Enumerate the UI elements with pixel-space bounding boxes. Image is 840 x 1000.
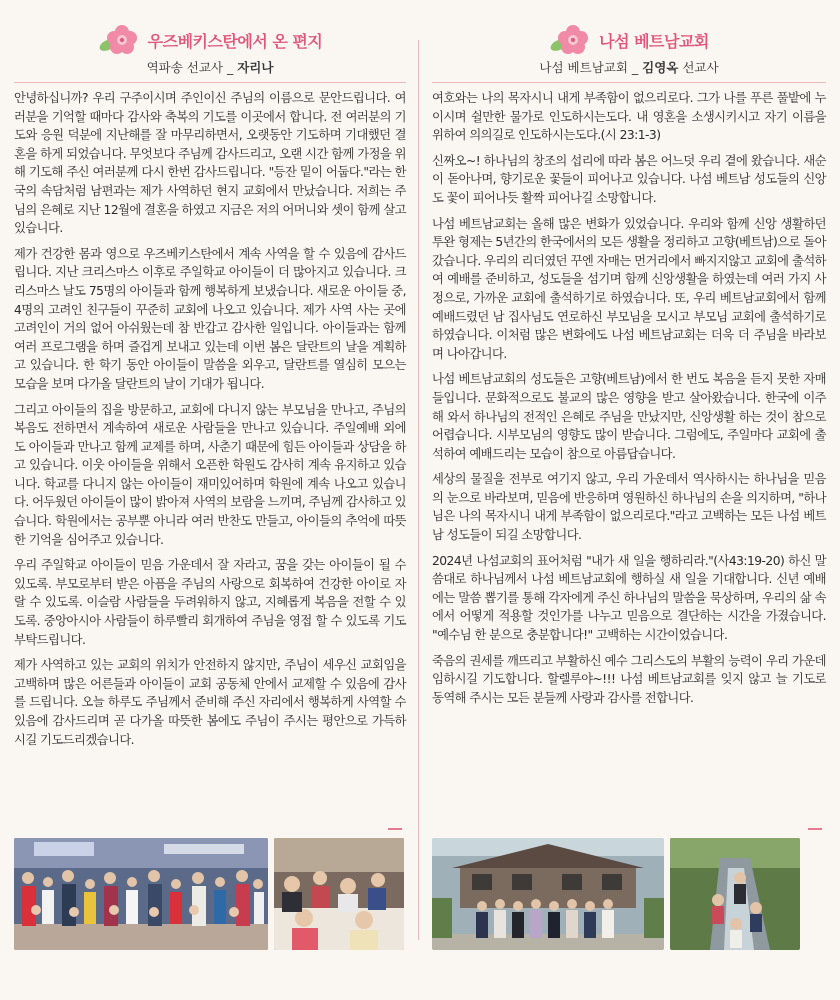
waterfall-trip-photo: [670, 838, 800, 950]
right-paragraph: 신짜오~! 하나님의 창조의 섭리에 따라 봄은 어느덧 우리 곁에 왔습니다. 새순이 돋아나며, 향기로운 꽃들이 피어나고 있습니다. 나섬 베트남 성도들의 신앙도 꽃이 피어나듯 활짝 피어나길 소망합니다.: [432, 153, 826, 205]
sunday-school-group-photo: [14, 838, 268, 950]
left-body: [14, 89, 406, 749]
vietnam-church-group-photo: [432, 838, 664, 950]
right-paragraph: 죽음의 권세를 깨뜨리고 부활하신 예수 그리스도의 부활의 능력이 우리 가운데 임하시길 기도합니다. 할렐루야~!!! 나섬 베트남교회를 잊지 않고 늘 기도로 동역해 주시는 모든 분들께 사랑과 감사를 전합니다.: [432, 653, 826, 705]
left-byline-prefix: 역파송 선교사 _: [146, 60, 238, 75]
flower-icon: [98, 23, 144, 57]
right-header-rule: [432, 82, 826, 83]
left-paragraph: 그리고 아이들의 집을 방문하고, 교회에 다니지 않는 부모님을 만나고, 주님의 복음도 전하면서 계속하여 새로운 사람들을 만나고 있습니다. 주일예배 외에도 아이들과 만나고 함께 교제를 하며, 사춘기 때문에 힘든 아이들과 상담을 하고 있습니다. 이웃 아이들을 위해서 오픈한 학원도 감사히 계속 유지하고 있습니다. 학교를 다니지 않는 아이들이 재미있어하며 학원에 계속 나오고 있습니다. 어두웠던 아이들이 많이 밝아져 사역의 보람을 느끼며, 주님께 감사하고 있습니다. 학원에서는 공부뿐 아니라 여러 반찬도 만들고, 아이들의 추억에 따뜻한 기억을 심어주고 있습니다.: [14, 402, 406, 547]
left-paragraph: 안녕하십니까? 우리 구주이시며 주인이신 주님의 이름으로 문안드립니다. 여러분을 기억할 때마다 감사와 축복의 기도를 이곳에서 합니다. 전 여러분의 기도와 응원 덕분에 지난해를 잘 마무리하면서, 오랫동안 기도하며 기대했던 결혼을 하게 되었습니다. 무엇보다 주님께 감사드리고, 오랜 시간 함께 가정을 위해 기도해 주신 여러분께 다시 한번 감사드립니다. "등잔 밑이 어둡다."라는 한국의 속담처럼 남편과는 제가 사역하던 현지 교회에서 만났습니다. 저희는 주님의 은혜로 지난 12월에 결혼을 하였고 지금은 저의 어머니와 셋이 함께 살고 있습니다.: [14, 91, 406, 236]
right-end-mark: [808, 828, 822, 830]
left-paragraph: 제가 사역하고 있는 교회의 위치가 안전하지 않지만, 주님이 세우신 교회임을 고백하며 많은 어른들과 아이들이 교회 공동체 안에서 교제할 수 있음에 감사를 드립니다. 오늘 하루도 주님께서 준비해 주신 자리에서 행복하게 사역할 수 있음에 감사드리며 곧 다가올 따뜻한 봄에도 주님이 주시는 평안으로 가득하시길 기도드리겠습니다.: [14, 658, 406, 747]
flower-icon: [549, 23, 595, 57]
left-byline-name: 자리나: [237, 60, 274, 75]
left-column: [14, 22, 406, 756]
right-byline-prefix: 나섬 베트남교회 _: [539, 60, 643, 75]
right-title: 나섬 베트남교회: [599, 31, 709, 51]
left-title-row: [14, 22, 406, 58]
left-byline: [14, 58, 406, 78]
column-divider: [418, 40, 419, 940]
right-paragraph: 세상의 물질을 전부로 여기지 않고, 우리 가운데서 역사하시는 하나님을 믿음의 눈으로 바라보며, 믿음에 반응하며 영원하신 하나님의 손을 의지하며, "하나님은 나의 목자시니 내게 부족함이 없으리로다."라고 고백하는 모든 나섬 베트남 성도들이 되길 소망합니다.: [432, 472, 826, 543]
left-end-mark: [388, 828, 402, 830]
right-column: [432, 22, 826, 714]
right-paragraph: 나섬 베트남교회는 올해 많은 변화가 있었습니다. 우리와 함께 신앙 생활하던 투완 형제는 5년간의 한국에서의 모든 생활을 정리하고 고향(베트남)으로 돌아갔습니다. 우리의 리더였던 꾸엔 자매는 먼거리에서 빠지지않고 교회에 출석하여 예배를 준비하고, 성도들을 섬기며 함께 신앙생활을 하였는데 여러 가지 사정으로, 가까운 교회에 출석하기로 하였습니다. 또, 우리 베트남교회에서 함께 예배드렸던 남 집사님도 연로하신 부모님을 모시고 부모님 교회에 출석하기로 하였습니다. 이처럼 많은 변화에도 나섬 베트남교회는 더욱 더 주님을 바라보며 나아갑니다.: [432, 216, 826, 361]
left-paragraph: 우리 주일학교 아이들이 믿음 가운데서 잘 자라고, 꿈을 갖는 아이들이 될 수 있도록. 부모로부터 받은 아픔을 주님의 사랑으로 회복하여 건강한 아이로 자랄 수 있도록. 이슬람 사람들을 두려워하지 않고, 지혜롭게 복음을 전할 수 있도록. 중앙아시아 사람들이 하루빨리 회개하여 주님을 영접 할 수 있도록 기도 부탁드립니다.: [14, 558, 406, 647]
left-photo-strip: [14, 838, 404, 950]
right-paragraph: 여호와는 나의 목자시니 내게 부족함이 없으리로다. 그가 나를 푸른 풀밭에 누이시며 쉴만한 물가로 인도하시는도다. 내 영혼을 소생시키시고 자기 이름을 위하여 의의길로 인도하시는도다.(시 23:1-3): [432, 91, 826, 143]
right-byline-name: 김영옥: [642, 60, 679, 75]
academy-children-photo: [274, 838, 404, 950]
right-paragraph: 나섬 베트남교회의 성도들은 고향(베트남)에서 한 번도 복음을 듣지 못한 자매들입니다. 문화적으로도 불교의 많은 영향을 받고 살아왔습니다. 한국에 이주해 와서 하나님의 전적인 은혜로 주님을 만났지만, 신앙생활 하는 것이 참으로 어렵습니다. 시부모님의 영향도 많이 받습니다. 그럼에도, 주일마다 교회에 출석하여 예배드리는 모습이 참으로 아름답습니다.: [432, 372, 826, 461]
left-paragraph: 제가 건강한 몸과 영으로 우즈베키스탄에서 계속 사역을 할 수 있음에 감사드립니다. 지난 크리스마스 이후로 주일학교 아이들이 더 많아지고 있습니다. 크리스마스 날도 75명의 아이들과 함께 행복하게 보냈습니다. 새로운 아이들 중, 4명의 고려인 친구들이 꾸준히 교회에 나오고 있습니다. 제가 사역 사는 곳에 고려인이 거의 없어 아쉬웠는데 참 반갑고 감사한 일입니다. 아이들과는 함께 여러 프로그램을 하며 즐겁게 보내고 있는데 이번 봄은 달란트의 날을 계획하고 있습니다. 한 학기 동안 아이들이 말씀을 외우고, 달란트를 열심히 모으는 모습을 보며 다가올 달란트의 날이 기대가 됩니다.: [14, 246, 406, 391]
right-paragraph: 2024년 나섬교회의 표어처럼 "내가 새 일을 행하리라."(사43:19-20) 하신 말씀대로 하나님께서 나섬 베트남교회에 행하실 새 일을 기대합니다. 신년 예배에는 말씀 뽑기를 통해 각자에게 주신 하나님의 말씀을 묵상하며, 우리의 삶 속에서 어떻게 적용할 것인가를 나누고 믿음으로 결단하는 시간을 가졌습니다. "예수님 한 분으로 충분합니다!" 고백하는 시간이었습니다.: [432, 553, 826, 643]
right-title-row: [432, 22, 826, 58]
right-body: [432, 89, 826, 707]
right-byline: [432, 58, 826, 78]
left-title: 우즈베키스탄에서 온 편지: [147, 31, 323, 51]
left-header-rule: [14, 82, 406, 83]
right-byline-suffix: 선교사: [678, 60, 719, 75]
right-photo-strip: [432, 838, 800, 950]
